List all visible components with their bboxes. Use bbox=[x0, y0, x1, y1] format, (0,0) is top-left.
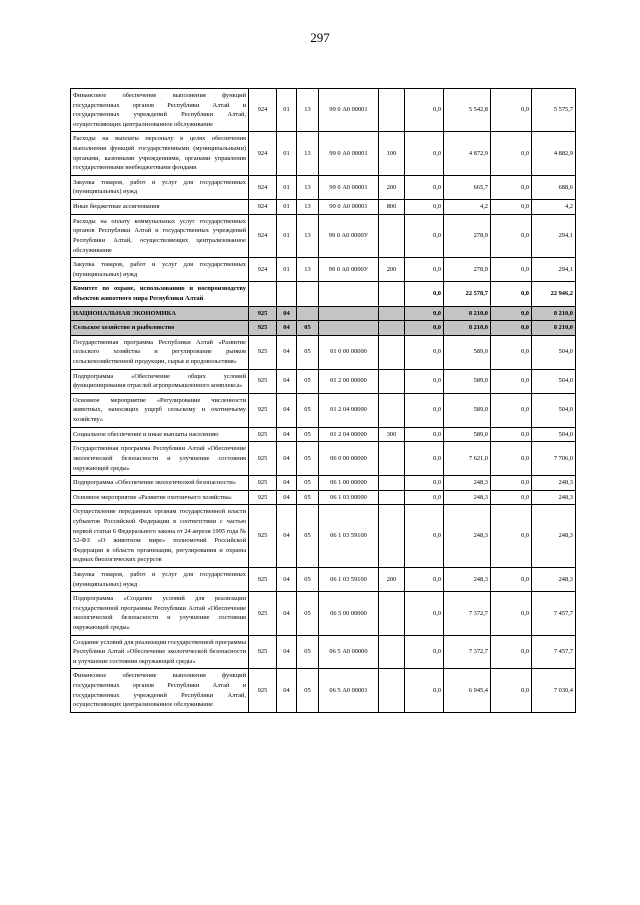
table-row bbox=[71, 214, 576, 257]
col-target-article-code: 01 2 04 00000 bbox=[319, 393, 379, 427]
col-section-code: 01 bbox=[277, 132, 297, 175]
col-amount-4: 248,3 bbox=[532, 476, 576, 491]
col-amount-3: 0,0 bbox=[491, 592, 532, 635]
col-amount-2: 248,3 bbox=[444, 567, 491, 591]
col-expense-type-code: 100 bbox=[379, 132, 405, 175]
col-amount-3: 0,0 bbox=[491, 214, 532, 257]
col-target-article-code: 06 1 00 00000 bbox=[319, 476, 379, 491]
budget-table bbox=[70, 88, 576, 713]
col-amount-4: 294,1 bbox=[532, 258, 576, 282]
col-subsection-code bbox=[297, 306, 319, 321]
col-subsection-code: 05 bbox=[297, 635, 319, 669]
col-amount-4: 7 030,4 bbox=[532, 669, 576, 712]
col-amount-3: 0,0 bbox=[491, 505, 532, 568]
col-amount-4: 22 946,2 bbox=[532, 282, 576, 306]
col-target-article-code: 01 2 04 00000 bbox=[319, 427, 379, 442]
col-amount-4: 504,0 bbox=[532, 427, 576, 442]
col-subsection-code: 13 bbox=[297, 132, 319, 175]
col-expense-type-code bbox=[379, 306, 405, 321]
col-subsection-code bbox=[297, 282, 319, 306]
col-target-article-code: 06 1 03 59100 bbox=[319, 505, 379, 568]
table-row bbox=[71, 427, 576, 442]
col-amount-1: 0,0 bbox=[405, 200, 444, 215]
row-description: Комитет по охране, использованию и воспроизводству объектов животного мира Республики Алтай bbox=[71, 282, 249, 306]
col-amount-3: 0,0 bbox=[491, 89, 532, 132]
col-target-article-code: 99 0 А0 00001 bbox=[319, 89, 379, 132]
table-row bbox=[71, 369, 576, 393]
row-description: НАЦИОНАЛЬНАЯ ЭКОНОМИКА bbox=[71, 306, 249, 321]
col-subsection-code: 05 bbox=[297, 567, 319, 591]
col-section-code: 01 bbox=[277, 214, 297, 257]
col-section-code: 04 bbox=[277, 505, 297, 568]
col-amount-2: 7 372,7 bbox=[444, 592, 491, 635]
table-row bbox=[71, 335, 576, 369]
col-subsection-code: 05 bbox=[297, 369, 319, 393]
col-target-article-code bbox=[319, 306, 379, 321]
col-subsection-code: 13 bbox=[297, 175, 319, 199]
col-grbs-code: 924 bbox=[249, 200, 277, 215]
table-row bbox=[71, 89, 576, 132]
row-description: Расходы на выплаты персоналу в целях обеспечения выполнения функций государственными (муниципальными) органами, казенными учреждениями, органами управления государственными внебюджетными фондами bbox=[71, 132, 249, 175]
col-target-article-code: 99 0 А0 0000У bbox=[319, 214, 379, 257]
col-amount-3: 0,0 bbox=[491, 442, 532, 476]
col-amount-3: 0,0 bbox=[491, 306, 532, 321]
col-amount-4: 504,0 bbox=[532, 369, 576, 393]
col-subsection-code: 05 bbox=[297, 476, 319, 491]
col-amount-3: 0,0 bbox=[491, 635, 532, 669]
col-amount-1: 0,0 bbox=[405, 592, 444, 635]
row-description: Иные бюджетные ассигнования bbox=[71, 200, 249, 215]
table-row bbox=[71, 476, 576, 491]
col-grbs-code: 924 bbox=[249, 89, 277, 132]
col-grbs-code: 925 bbox=[249, 476, 277, 491]
col-expense-type-code bbox=[379, 282, 405, 306]
col-amount-4: 5 575,7 bbox=[532, 89, 576, 132]
col-grbs-code: 925 bbox=[249, 335, 277, 369]
col-amount-2: 589,0 bbox=[444, 427, 491, 442]
col-amount-2: 4 872,9 bbox=[444, 132, 491, 175]
col-section-code: 04 bbox=[277, 369, 297, 393]
col-amount-1: 0,0 bbox=[405, 258, 444, 282]
row-description: Сельское хозяйство и рыболовство bbox=[71, 321, 249, 336]
col-amount-3: 0,0 bbox=[491, 490, 532, 505]
col-target-article-code bbox=[319, 321, 379, 336]
col-amount-1: 0,0 bbox=[405, 335, 444, 369]
col-amount-3: 0,0 bbox=[491, 321, 532, 336]
row-description: Закупка товаров, работ и услуг для государственных (муниципальных) нужд bbox=[71, 258, 249, 282]
table-row bbox=[71, 567, 576, 591]
col-amount-4: 248,3 bbox=[532, 567, 576, 591]
col-amount-1: 0,0 bbox=[405, 282, 444, 306]
col-target-article-code: 99 0 А0 00001 bbox=[319, 175, 379, 199]
col-expense-type-code bbox=[379, 214, 405, 257]
col-expense-type-code: 300 bbox=[379, 427, 405, 442]
col-subsection-code: 05 bbox=[297, 442, 319, 476]
col-target-article-code: 99 0 А0 0000У bbox=[319, 258, 379, 282]
page-number: 297 bbox=[310, 30, 330, 45]
table-row bbox=[71, 669, 576, 712]
col-amount-3: 0,0 bbox=[491, 427, 532, 442]
col-section-code: 01 bbox=[277, 175, 297, 199]
table-row bbox=[71, 635, 576, 669]
col-amount-2: 8 210,0 bbox=[444, 321, 491, 336]
row-description: Основное мероприятие «Развитие охотничьего хозяйства» bbox=[71, 490, 249, 505]
col-amount-4: 248,3 bbox=[532, 505, 576, 568]
col-amount-4: 8 210,0 bbox=[532, 321, 576, 336]
col-expense-type-code bbox=[379, 592, 405, 635]
col-grbs-code: 925 bbox=[249, 393, 277, 427]
col-amount-4: 8 210,0 bbox=[532, 306, 576, 321]
row-description: Финансовое обеспечение выполнения функций государственных органов Республики Алтай и государственных учреждений Республики Алтай, осуществляющих централизованное обслуживание bbox=[71, 89, 249, 132]
col-amount-2: 248,3 bbox=[444, 490, 491, 505]
col-expense-type-code bbox=[379, 476, 405, 491]
col-subsection-code: 13 bbox=[297, 200, 319, 215]
table-row bbox=[71, 200, 576, 215]
col-target-article-code: 06 5 00 00000 bbox=[319, 592, 379, 635]
col-amount-3: 0,0 bbox=[491, 200, 532, 215]
col-amount-3: 0,0 bbox=[491, 132, 532, 175]
col-grbs-code: 925 bbox=[249, 592, 277, 635]
col-section-code: 01 bbox=[277, 89, 297, 132]
table-row bbox=[71, 505, 576, 568]
col-amount-4: 504,0 bbox=[532, 335, 576, 369]
col-amount-3: 0,0 bbox=[491, 567, 532, 591]
col-amount-1: 0,0 bbox=[405, 214, 444, 257]
col-amount-2: 589,0 bbox=[444, 393, 491, 427]
col-subsection-code: 05 bbox=[297, 490, 319, 505]
table-row bbox=[71, 592, 576, 635]
col-amount-1: 0,0 bbox=[405, 89, 444, 132]
col-subsection-code: 13 bbox=[297, 258, 319, 282]
col-grbs-code: 925 bbox=[249, 321, 277, 336]
col-amount-2: 589,0 bbox=[444, 369, 491, 393]
col-target-article-code: 06 5 А0 00001 bbox=[319, 669, 379, 712]
col-amount-2: 8 210,0 bbox=[444, 306, 491, 321]
col-section-code: 04 bbox=[277, 442, 297, 476]
col-grbs-code: 924 bbox=[249, 258, 277, 282]
col-amount-2: 4,2 bbox=[444, 200, 491, 215]
col-grbs-code: 925 bbox=[249, 427, 277, 442]
col-amount-4: 294,1 bbox=[532, 214, 576, 257]
col-grbs-code: 925 bbox=[249, 369, 277, 393]
col-amount-3: 0,0 bbox=[491, 258, 532, 282]
table-row bbox=[71, 393, 576, 427]
col-expense-type-code: 200 bbox=[379, 258, 405, 282]
table-row bbox=[71, 175, 576, 199]
col-expense-type-code bbox=[379, 335, 405, 369]
col-expense-type-code: 200 bbox=[379, 175, 405, 199]
col-expense-type-code bbox=[379, 369, 405, 393]
col-subsection-code: 05 bbox=[297, 505, 319, 568]
col-section-code: 04 bbox=[277, 490, 297, 505]
row-description: Финансовое обеспечение выполнения функций государственных органов Республики Алтай и государственных учреждений Республики Алтай, осуществляющих централизованное обслуживание bbox=[71, 669, 249, 712]
col-amount-1: 0,0 bbox=[405, 669, 444, 712]
col-grbs-code: 925 bbox=[249, 635, 277, 669]
col-target-article-code: 01 0 00 00000 bbox=[319, 335, 379, 369]
col-amount-4: 688,6 bbox=[532, 175, 576, 199]
col-expense-type-code bbox=[379, 321, 405, 336]
col-target-article-code bbox=[319, 282, 379, 306]
col-amount-1: 0,0 bbox=[405, 132, 444, 175]
col-grbs-code: 925 bbox=[249, 567, 277, 591]
col-amount-4: 7 457,7 bbox=[532, 592, 576, 635]
col-expense-type-code bbox=[379, 89, 405, 132]
col-grbs-code: 925 bbox=[249, 442, 277, 476]
col-section-code: 01 bbox=[277, 200, 297, 215]
row-description: Подпрограмма «Создание условий для реализации государственной программы Республики Алтай «Обеспечение экологической безопасности и улучшение состояния окружающей среды» bbox=[71, 592, 249, 635]
table-row bbox=[71, 490, 576, 505]
col-amount-4: 7 457,7 bbox=[532, 635, 576, 669]
col-amount-3: 0,0 bbox=[491, 175, 532, 199]
row-description: Подпрограмма «Обеспечение экологической безопасности» bbox=[71, 476, 249, 491]
col-subsection-code: 05 bbox=[297, 669, 319, 712]
col-section-code: 04 bbox=[277, 393, 297, 427]
col-amount-2: 248,3 bbox=[444, 505, 491, 568]
col-grbs-code: 925 bbox=[249, 505, 277, 568]
col-section-code: 04 bbox=[277, 476, 297, 491]
col-amount-1: 0,0 bbox=[405, 476, 444, 491]
table-row bbox=[71, 321, 576, 336]
col-section-code: 04 bbox=[277, 592, 297, 635]
col-target-article-code: 99 0 А0 00001 bbox=[319, 132, 379, 175]
col-amount-2: 6 945,4 bbox=[444, 669, 491, 712]
col-amount-3: 0,0 bbox=[491, 282, 532, 306]
col-expense-type-code bbox=[379, 490, 405, 505]
col-subsection-code: 05 bbox=[297, 321, 319, 336]
col-subsection-code: 05 bbox=[297, 335, 319, 369]
col-target-article-code: 06 5 А0 00000 bbox=[319, 635, 379, 669]
col-amount-4: 248,3 bbox=[532, 490, 576, 505]
col-subsection-code: 05 bbox=[297, 393, 319, 427]
col-amount-1: 0,0 bbox=[405, 321, 444, 336]
col-amount-2: 665,7 bbox=[444, 175, 491, 199]
col-amount-2: 7 621,0 bbox=[444, 442, 491, 476]
col-amount-2: 5 542,8 bbox=[444, 89, 491, 132]
col-target-article-code: 06 1 03 59100 bbox=[319, 567, 379, 591]
col-grbs-code: 925 bbox=[249, 306, 277, 321]
col-section-code: 04 bbox=[277, 306, 297, 321]
col-section-code bbox=[277, 282, 297, 306]
col-amount-2: 278,9 bbox=[444, 258, 491, 282]
col-section-code: 04 bbox=[277, 669, 297, 712]
col-section-code: 04 bbox=[277, 567, 297, 591]
col-expense-type-code bbox=[379, 635, 405, 669]
col-amount-1: 0,0 bbox=[405, 369, 444, 393]
row-description: Социальное обеспечение и иные выплаты населению bbox=[71, 427, 249, 442]
col-amount-1: 0,0 bbox=[405, 505, 444, 568]
col-amount-4: 4,2 bbox=[532, 200, 576, 215]
col-grbs-code: 924 bbox=[249, 214, 277, 257]
budget-table-body bbox=[71, 89, 576, 713]
col-section-code: 01 bbox=[277, 258, 297, 282]
col-amount-1: 0,0 bbox=[405, 306, 444, 321]
col-amount-2: 7 372,7 bbox=[444, 635, 491, 669]
row-description: Закупка товаров, работ и услуг для государственных (муниципальных) нужд bbox=[71, 567, 249, 591]
table-row bbox=[71, 258, 576, 282]
col-amount-4: 7 706,0 bbox=[532, 442, 576, 476]
col-expense-type-code bbox=[379, 393, 405, 427]
col-expense-type-code bbox=[379, 505, 405, 568]
col-target-article-code: 01 2 00 00000 bbox=[319, 369, 379, 393]
col-section-code: 04 bbox=[277, 335, 297, 369]
col-amount-1: 0,0 bbox=[405, 635, 444, 669]
col-target-article-code: 06 0 00 00000 bbox=[319, 442, 379, 476]
col-expense-type-code bbox=[379, 669, 405, 712]
col-amount-1: 0,0 bbox=[405, 393, 444, 427]
table-row bbox=[71, 282, 576, 306]
col-section-code: 04 bbox=[277, 427, 297, 442]
col-expense-type-code bbox=[379, 442, 405, 476]
col-section-code: 04 bbox=[277, 635, 297, 669]
col-expense-type-code: 800 bbox=[379, 200, 405, 215]
col-target-article-code: 99 0 А0 00001 bbox=[319, 200, 379, 215]
col-subsection-code: 13 bbox=[297, 89, 319, 132]
col-grbs-code: 924 bbox=[249, 175, 277, 199]
col-amount-3: 0,0 bbox=[491, 335, 532, 369]
row-description: Создание условий для реализации государственной программы Республики Алтай «Обеспечение экологической безопасности и улучшение состояния окружающей среды» bbox=[71, 635, 249, 669]
col-amount-1: 0,0 bbox=[405, 567, 444, 591]
col-amount-2: 589,0 bbox=[444, 335, 491, 369]
col-grbs-code: 924 bbox=[249, 132, 277, 175]
col-amount-4: 4 882,9 bbox=[532, 132, 576, 175]
col-expense-type-code: 200 bbox=[379, 567, 405, 591]
row-description: Государственная программа Республики Алтай «Развитие сельского хозяйства и регулирование рынков сельскохозяйственной продукции, сырья и продовольствия» bbox=[71, 335, 249, 369]
col-grbs-code: 925 bbox=[249, 669, 277, 712]
col-amount-3: 0,0 bbox=[491, 669, 532, 712]
table-row bbox=[71, 132, 576, 175]
col-subsection-code: 05 bbox=[297, 427, 319, 442]
col-amount-3: 0,0 bbox=[491, 393, 532, 427]
row-description: Закупка товаров, работ и услуг для государственных (муниципальных) нужд bbox=[71, 175, 249, 199]
col-amount-1: 0,0 bbox=[405, 442, 444, 476]
row-description: Основное мероприятие «Регулирование численности животных, наносящих ущерб сельскому и охотничьему хозяйству» bbox=[71, 393, 249, 427]
col-amount-4: 504,0 bbox=[532, 393, 576, 427]
col-grbs-code: 925 bbox=[249, 490, 277, 505]
row-description: Осуществление переданных органам государственной власти субъектов Российской Федерации в соответствии с частью первой статьи 6 Федерального закона от 24 апреля 1995 года № 52-ФЗ «О животном мире» полномочий Российской Федерации в области организации, регулирования и охраны водных биологических ресурсов bbox=[71, 505, 249, 568]
col-amount-3: 0,0 bbox=[491, 369, 532, 393]
table-row bbox=[71, 442, 576, 476]
col-grbs-code bbox=[249, 282, 277, 306]
col-subsection-code: 05 bbox=[297, 592, 319, 635]
row-description: Расходы на оплату коммунальных услуг государственных органов Республики Алтай и государственных учреждений Республики Алтай, осуществляющих централизованное обслуживание bbox=[71, 214, 249, 257]
col-subsection-code: 13 bbox=[297, 214, 319, 257]
col-amount-1: 0,0 bbox=[405, 427, 444, 442]
col-amount-3: 0,0 bbox=[491, 476, 532, 491]
col-section-code: 04 bbox=[277, 321, 297, 336]
col-target-article-code: 06 1 03 00000 bbox=[319, 490, 379, 505]
col-amount-2: 278,9 bbox=[444, 214, 491, 257]
col-amount-1: 0,0 bbox=[405, 175, 444, 199]
table-row bbox=[71, 306, 576, 321]
row-description: Подпрограмма «Обеспечение общих условий функционирования отраслей агропромышленного комплекса» bbox=[71, 369, 249, 393]
col-amount-1: 0,0 bbox=[405, 490, 444, 505]
col-amount-2: 248,3 bbox=[444, 476, 491, 491]
col-amount-2: 22 578,7 bbox=[444, 282, 491, 306]
row-description: Государственная программа Республики Алтай «Обеспечение экологической безопасности и улучшение состояния окружающей среды» bbox=[71, 442, 249, 476]
